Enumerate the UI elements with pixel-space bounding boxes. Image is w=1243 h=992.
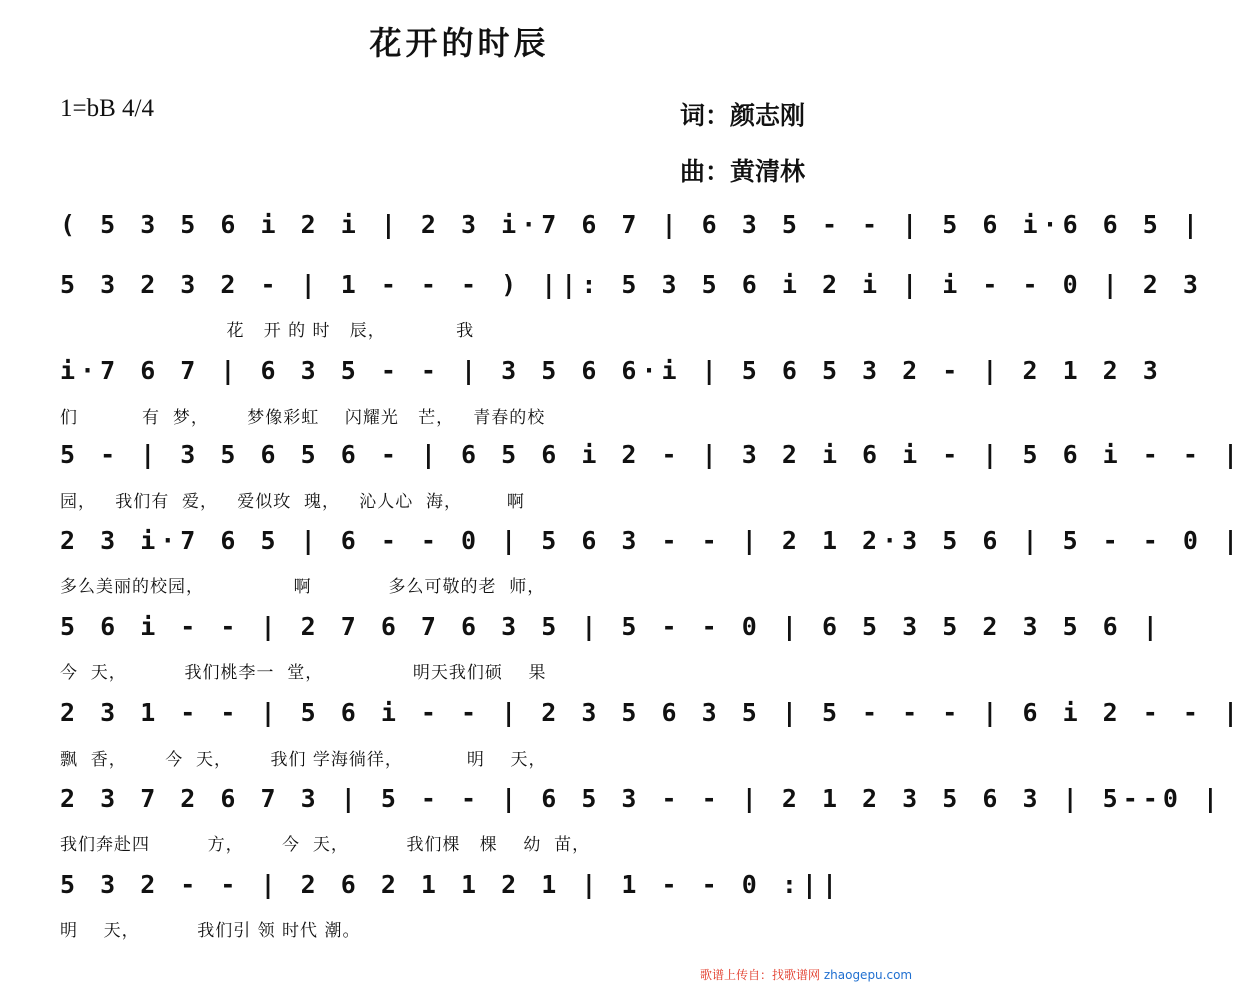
notation-line-1: ( 5 3 5 6 i 2 i | 2 3 i·7 6 7 | 6 3 5 - - | 5 6 i·6 6 5 | <box>60 210 1203 239</box>
notation-line-4: 5 - | 3 5 6 5 6 - | 6 5 6 i 2 - | 3 2 i 6 i - | 5 6 i - - | <box>60 440 1243 469</box>
lyrics-line-5: 多么美丽的校园， 啊 多么可敬的老 师， <box>60 577 546 597</box>
notation-line-9: 5 3 2 - - | 2 6 2 1 1 2 1 | 1 - - 0 :|| <box>60 870 842 899</box>
lyrics-line-9: 明 天， 我们引 领 时代 潮。 <box>60 921 361 941</box>
site-watermark <box>700 966 912 983</box>
notation-line-7: 2 3 1 - - | 5 6 i - - | 2 3 5 6 3 5 | 5 - - - | 6 i 2 - - | <box>60 698 1243 727</box>
lyrics-line-4: 园， 我们有 爱， 爱似玫 瑰， 沁人心 海， 啊 <box>60 492 525 512</box>
lyrics-line-6: 今 天， 我们桃李一 堂， 明天我们硕 果 <box>60 663 547 683</box>
notation-line-3: i·7 6 7 | 6 3 5 - - | 3 5 6 6·i | 5 6 5 3 2 - | 2 1 2 3 <box>60 356 1163 385</box>
lyrics-line-7: 飘 香， 今 天， 我们 学海徜徉， 明 天， <box>60 750 547 770</box>
watermark-url[interactable]: zhaogepu.com <box>823 968 913 982</box>
song-title: 花开的时辰 <box>369 24 550 62</box>
notation-line-8: 2 3 7 2 6 7 3 | 5 - - | 6 5 3 - - | 2 1 2 3 5 6 3 | 5--0 | <box>60 784 1223 813</box>
notation-line-5: 2 3 i·7 6 5 | 6 - - 0 | 5 6 3 - - | 2 1 2·3 5 6 | 5 - - 0 | <box>60 526 1243 555</box>
key-signature: 1=bB 4/4 <box>60 95 154 122</box>
watermark-label: 歌谱上传自：找歌谱网 <box>700 968 821 982</box>
lyrics-line-2: 花 开 的 时 辰， 我 <box>60 321 475 341</box>
lyrics-line-3: 们 有 梦， 梦像彩虹 闪耀光 芒， 青春的校 <box>60 408 546 428</box>
lyricist-credit: 词：颜志刚 <box>680 101 806 130</box>
notation-line-6: 5 6 i - - | 2 7 6 7 6 3 5 | 5 - - 0 | 6 5 3 5 2 3 5 6 | <box>60 612 1163 641</box>
lyrics-line-8: 我们奔赴四 方， 今 天， 我们棵 棵 幼 苗， <box>60 835 591 855</box>
composer-credit: 曲：黄清林 <box>680 157 806 186</box>
notation-line-2: 5 3 2 3 2 - | 1 - - - ) ||: 5 3 5 6 i 2 i | i - - 0 | 2 3 <box>60 270 1203 299</box>
